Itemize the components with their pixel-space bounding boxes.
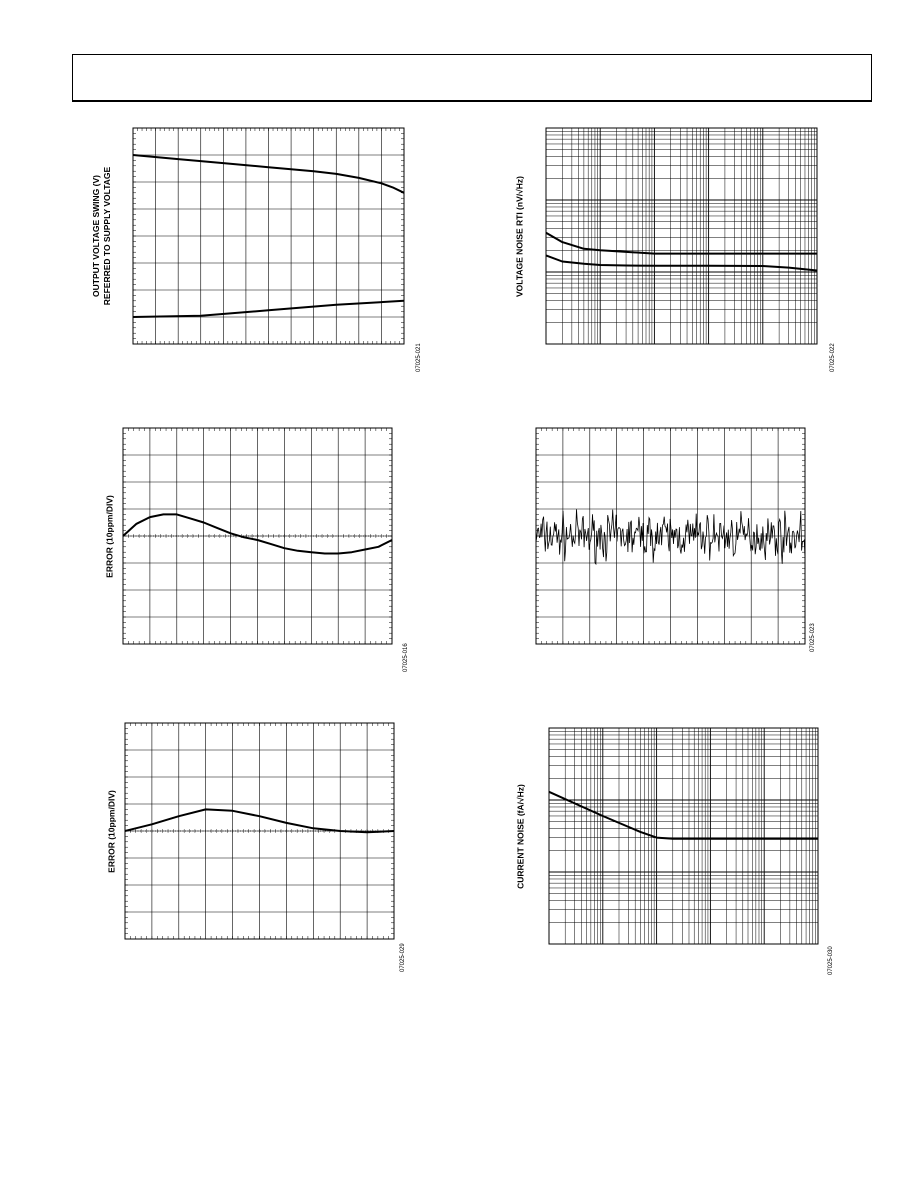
figure-code-c6: 07025-030 (828, 946, 834, 975)
figure-code-c5: 07025-029 (400, 943, 406, 972)
figure-code-c3: 07025-016 (403, 643, 409, 672)
series-line-c2-1 (546, 255, 817, 270)
y-axis-label-c6 (516, 736, 527, 936)
y-axis-label-line: VOLTAGE NOISE RTI (nV/√Hz) (514, 175, 525, 297)
y-axis-label-line: REFERRED TO SUPPLY VOLTAGE (102, 166, 112, 306)
figure-code-c4: 07025-023 (810, 623, 816, 652)
grid-c4 (536, 428, 805, 644)
y-axis-label-c3 (105, 436, 116, 636)
page-header-box (72, 54, 872, 102)
series-line-c6-0 (549, 792, 818, 839)
y-axis-label-c2 (515, 136, 526, 336)
grid-c1 (133, 128, 404, 344)
chart-svg-c4 (536, 428, 805, 644)
grid-c6 (549, 728, 818, 944)
grid-c3 (123, 428, 392, 644)
grid-c2 (546, 128, 817, 344)
chart-c5 (125, 723, 394, 939)
plot-frame (549, 728, 818, 944)
chart-svg-c6 (549, 728, 818, 944)
chart-svg-c3 (123, 428, 392, 644)
figure-code-c2: 07025-022 (830, 343, 836, 372)
y-axis-label-c1 (91, 131, 113, 341)
chart-c6 (549, 728, 818, 944)
y-axis-label-line: OUTPUT VOLTAGE SWING (V) (91, 175, 101, 297)
chart-svg-c1 (133, 128, 404, 344)
chart-svg-c2 (546, 128, 817, 344)
chart-c3 (123, 428, 392, 644)
chart-c1 (133, 128, 404, 344)
y-axis-label-line: ERROR (10ppm/DIV) (106, 789, 117, 873)
chart-svg-c5 (125, 723, 394, 939)
y-axis-label-c5 (107, 731, 118, 931)
figure-code-c1: 07025-021 (416, 343, 422, 372)
chart-c2 (546, 128, 817, 344)
chart-c4 (536, 428, 805, 644)
y-axis-label-line: ERROR (10ppm/DIV) (104, 494, 115, 578)
plot-frame (546, 128, 817, 344)
y-axis-label-line: CURRENT NOISE (fA/√Hz) (515, 783, 526, 889)
